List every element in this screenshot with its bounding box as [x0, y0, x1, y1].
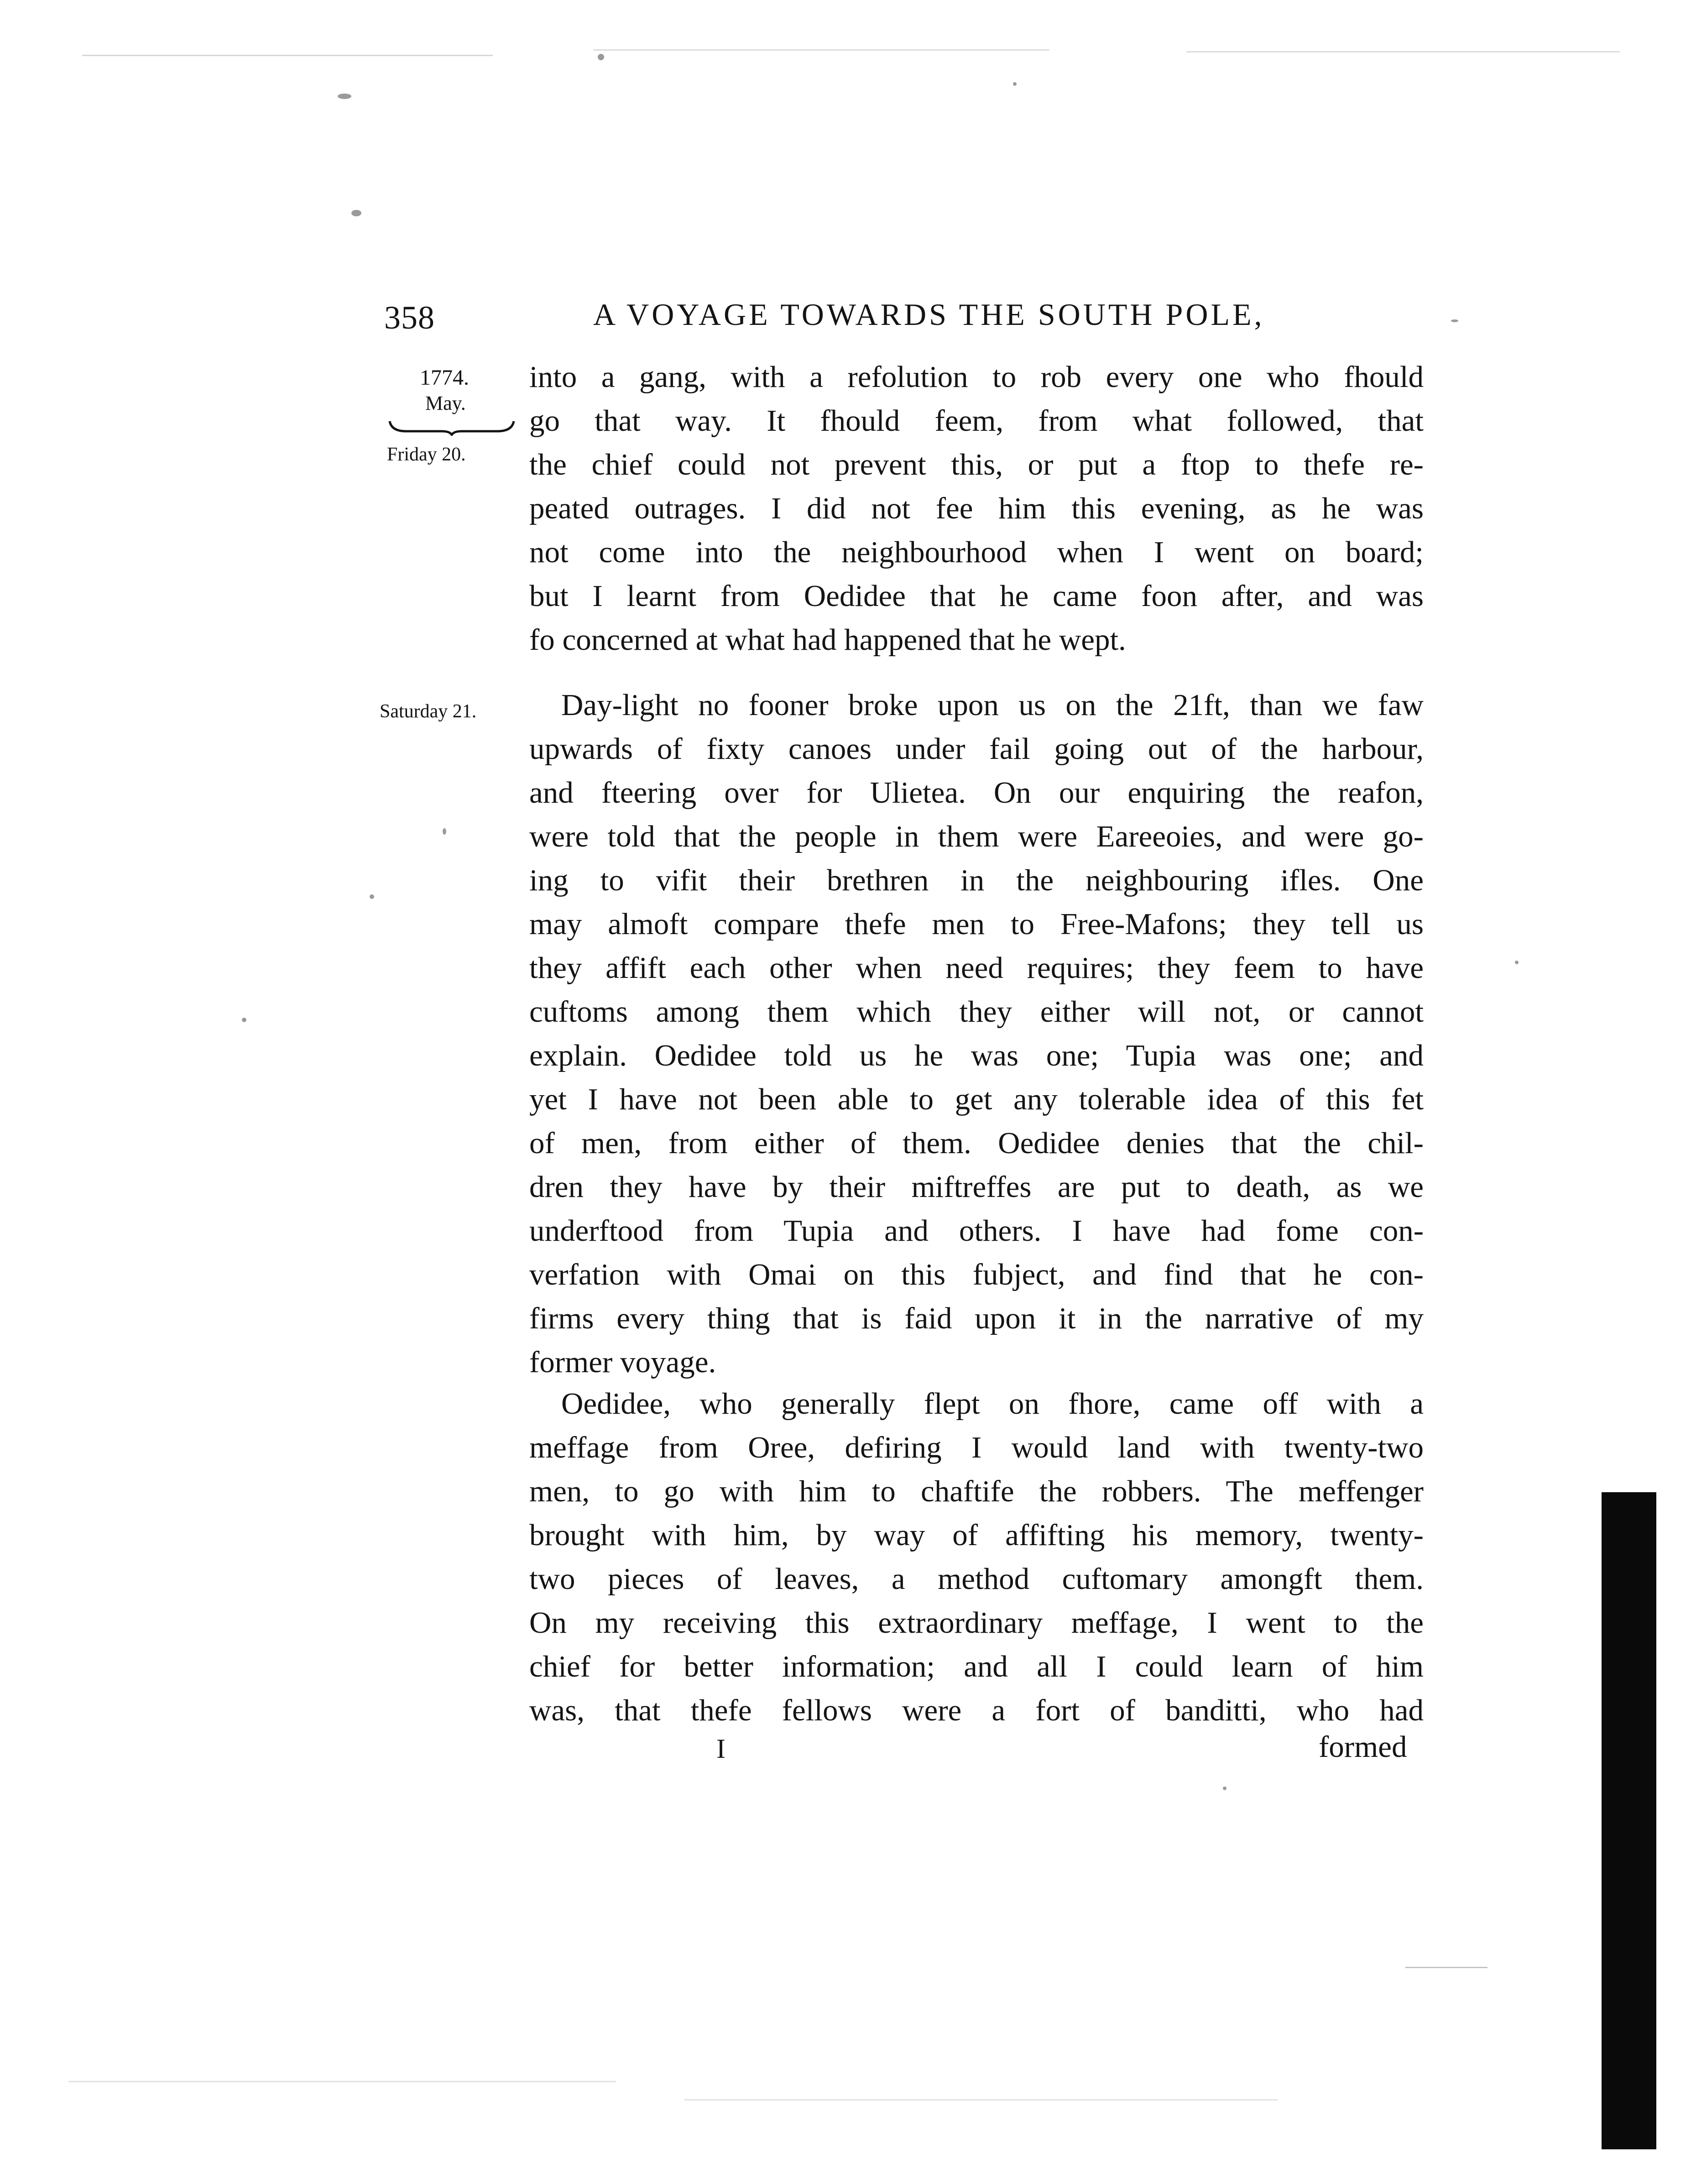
paragraph-continuation [529, 355, 1424, 662]
page-number: 358 [384, 299, 435, 336]
text-line: yet I have not been able to get any tolerable idea of this fet [529, 1082, 1424, 1116]
text-line: brought with him, by way of affifting his memory, twenty- [529, 1518, 1424, 1552]
text-line: was, that thefe fellows were a fort of banditti, who had [529, 1693, 1424, 1727]
paragraph-eareeoies [529, 683, 1424, 1384]
catchword: formed [1319, 1730, 1407, 1764]
scan-speck [1451, 319, 1458, 322]
scan-speck [351, 210, 361, 216]
scan-edge-mark [68, 2081, 616, 2082]
text-line: chief for better information; and all I could learn of him [529, 1650, 1424, 1683]
scan-edge-mark [1186, 51, 1620, 52]
scan-speck [598, 54, 604, 60]
text-line: upwards of fixty canoes under fail going out of the harbour, [529, 732, 1424, 766]
text-line: of men, from either of them. Oedidee denies that the chil- [529, 1126, 1424, 1160]
scan-edge-bar [1602, 1492, 1656, 2149]
text-line: ing to vifit their brethren in the neighbouring ifles. One [529, 863, 1424, 897]
scan-speck [338, 94, 351, 99]
text-line: Day-light no fooner broke upon us on the 21ft, than we faw [561, 688, 1424, 722]
text-line: peated outrages. I did not fee him this evening, as he was [529, 491, 1424, 525]
paragraph-oree-message [529, 1382, 1424, 1732]
running-head: A VOYAGE TOWARDS THE SOUTH POLE, [593, 297, 1265, 332]
text-line: may almoft compare thefe men to Free-Mafons; they tell us [529, 907, 1424, 941]
text-line: fo concerned at what had happened that he wept. [529, 623, 1126, 657]
scan-speck [1223, 1787, 1226, 1790]
text-line: firms every thing that is faid upon it in the narrative of my [529, 1301, 1424, 1335]
text-line: men, to go with him to chaftife the robbers. The meffenger [529, 1474, 1424, 1508]
text-line: the chief could not prevent this, or put a ftop to thefe re- [529, 448, 1424, 481]
text-line: two pieces of leaves, a method cuftomary amongft them. [529, 1562, 1424, 1596]
text-line: verfation with Omai on this fubject, and find that he con- [529, 1258, 1424, 1291]
scan-edge-mark [593, 49, 1049, 51]
text-line: cuftoms among them which they either will not, or cannot [529, 995, 1424, 1029]
text-line: meffage from Oree, defiring I would land with twenty-two [529, 1431, 1424, 1464]
signature-mark: I [716, 1734, 725, 1764]
scan-edge-mark [1405, 1967, 1487, 1968]
text-line: they affift each other when need requires; they feem to have [529, 951, 1424, 985]
scan-speck [1515, 961, 1519, 964]
scan-edge-mark [82, 55, 493, 56]
margin-day-friday: Friday 20. [387, 444, 466, 465]
text-line: On my receiving this extraordinary meffage, I went to the [529, 1606, 1424, 1640]
text-line: Oedidee, who generally flept on fhore, came off with a [561, 1387, 1424, 1421]
text-line: were told that the people in them were Eareeoies, and were go- [529, 820, 1424, 853]
text-line: explain. Oedidee told us he was one; Tupia was one; and [529, 1039, 1424, 1072]
text-line: into a gang, with a refolution to rob every one who fhould [529, 360, 1424, 394]
text-line: former voyage. [529, 1345, 716, 1379]
scan-edge-mark [684, 2099, 1278, 2100]
text-line: underftood from Tupia and others. I have had fome con- [529, 1214, 1424, 1248]
margin-year: 1774. [420, 366, 469, 390]
text-line: dren they have by their miftreffes are put to death, as we [529, 1170, 1424, 1204]
margin-brace-icon [388, 418, 516, 436]
text-line: go that way. It fhould feem, from what followed, that [529, 404, 1424, 438]
margin-day-saturday: Saturday 21. [380, 701, 477, 722]
text-line: not come into the neighbourhood when I went on board; [529, 535, 1424, 569]
text-line: but I learnt from Oedidee that he came foon after, and was [529, 579, 1424, 613]
scan-speck [242, 1018, 246, 1022]
scan-speck [370, 894, 374, 899]
text-line: and fteering over for Ulietea. On our enquiring the reafon, [529, 776, 1424, 810]
margin-month: May. [425, 392, 466, 414]
scan-speck [1013, 82, 1017, 86]
scan-speck [443, 828, 446, 835]
